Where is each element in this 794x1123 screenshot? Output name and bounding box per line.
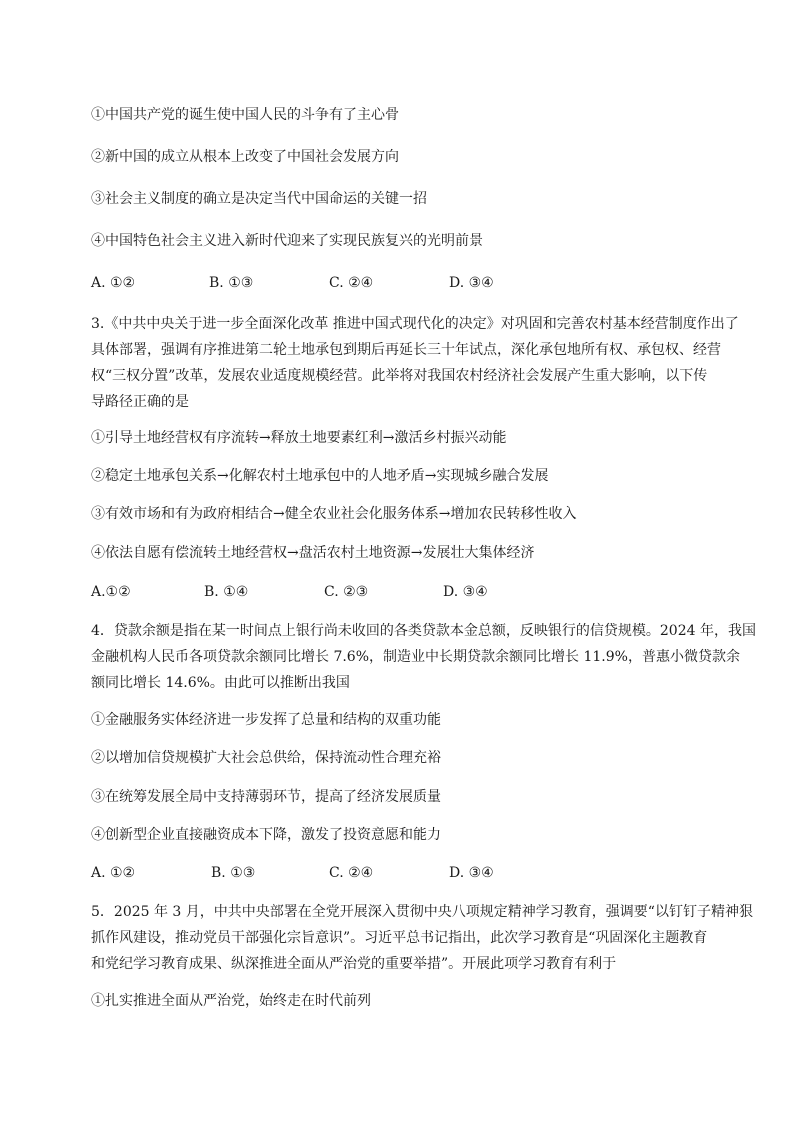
q4-choice-d: D. ③④ xyxy=(449,865,494,881)
q4-choice-a: A. ①② xyxy=(91,865,136,881)
q3-stem-line-4: 导路径正确的是 xyxy=(91,394,189,410)
q4-option-2: ②以增加信贷规模扩大社会总供给，保持流动性合理充裕 xyxy=(91,750,441,766)
q3-option-3: ③有效市场和有为政府相结合→健全农业社会化服务体系→增加农民转移性收入 xyxy=(91,506,577,522)
q5-option-1: ①扎实推进全面从严治党，始终走在时代前列 xyxy=(91,993,371,1009)
q3-choice-b: B. ①④ xyxy=(204,584,249,600)
q3-choice-c: C. ②③ xyxy=(324,584,369,600)
q3-stem-line-1: 3.《中共中央关于进一步全面深化改革 推进中国式现代化的决定》对巩固和完善农村基本经营制度作出了 xyxy=(91,316,739,332)
q3-choice-d: D. ③④ xyxy=(443,584,488,600)
q3-choice-a: A.①② xyxy=(91,584,131,600)
q2-choice-a: A. ①② xyxy=(91,275,136,291)
q5-stem-line-1: 5．2025 年 3 月，中共中央部署在全党开展深入贯彻中央八项规定精神学习教育，强调要“以钉钉子精神狠 xyxy=(91,904,753,920)
q4-stem-line-3: 额同比增长 14.6%。由此可以推断出我国 xyxy=(91,675,350,691)
q2-option-4: ④中国特色社会主义进入新时代迎来了实现民族复兴的光明前景 xyxy=(91,233,483,249)
q3-option-4: ④依法自愿有偿流转土地经营权→盘活农村土地资源→发展壮大集体经济 xyxy=(91,545,535,561)
q2-option-1: ①中国共产党的诞生使中国人民的斗争有了主心骨 xyxy=(91,107,399,123)
q5-stem-line-2: 抓作风建设，推动党员干部强化宗旨意识”。习近平总书记指出，此次学习教育是“巩固深化主题教育 xyxy=(91,930,708,946)
q5-stem-line-3: 和党纪学习教育成果、纵深推进全面从严治党的重要举措”。开展此项学习教育有利于 xyxy=(91,956,617,972)
q3-stem-line-3: 权“三权分置”改革，发展农业适度规模经营。此举将对我国农村经济社会发展产生重大影响，以下传 xyxy=(91,368,708,384)
q2-choice-b: B. ①③ xyxy=(209,275,254,291)
q2-choice-d: D. ③④ xyxy=(449,275,494,291)
q4-stem-line-2: 金融机构人民币各项贷款余额同比增长 7.6%，制造业中长期贷款余额同比增长 11.9%，普惠小微贷款余 xyxy=(91,649,740,665)
q3-stem-line-2: 具体部署，强调有序推进第二轮土地承包到期后再延长三十年试点，深化承包地所有权、承包权、经营 xyxy=(91,342,721,358)
q4-choice-b: B. ①③ xyxy=(211,865,256,881)
q4-option-1: ①金融服务实体经济进一步发挥了总量和结构的双重功能 xyxy=(91,712,441,728)
q4-option-4: ④创新型企业直接融资成本下降，激发了投资意愿和能力 xyxy=(91,827,441,843)
q3-option-2: ②稳定土地承包关系→化解农村土地承包中的人地矛盾→实现城乡融合发展 xyxy=(91,468,549,484)
q4-choice-c: C. ②④ xyxy=(329,865,374,881)
q4-option-3: ③在统筹发展全局中支持薄弱环节，提高了经济发展质量 xyxy=(91,789,441,805)
q3-option-1: ①引导土地经营权有序流转→释放土地要素红利→激活乡村振兴动能 xyxy=(91,430,507,446)
q4-stem-line-1: 4．贷款余额是指在某一时间点上银行尚未收回的各类贷款本金总额，反映银行的信贷规模。2024 年，我国 xyxy=(91,623,756,639)
q2-choice-c: C. ②④ xyxy=(329,275,374,291)
q2-option-3: ③社会主义制度的确立是决定当代中国命运的关键一招 xyxy=(91,191,427,207)
q2-option-2: ②新中国的成立从根本上改变了中国社会发展方向 xyxy=(91,149,399,165)
